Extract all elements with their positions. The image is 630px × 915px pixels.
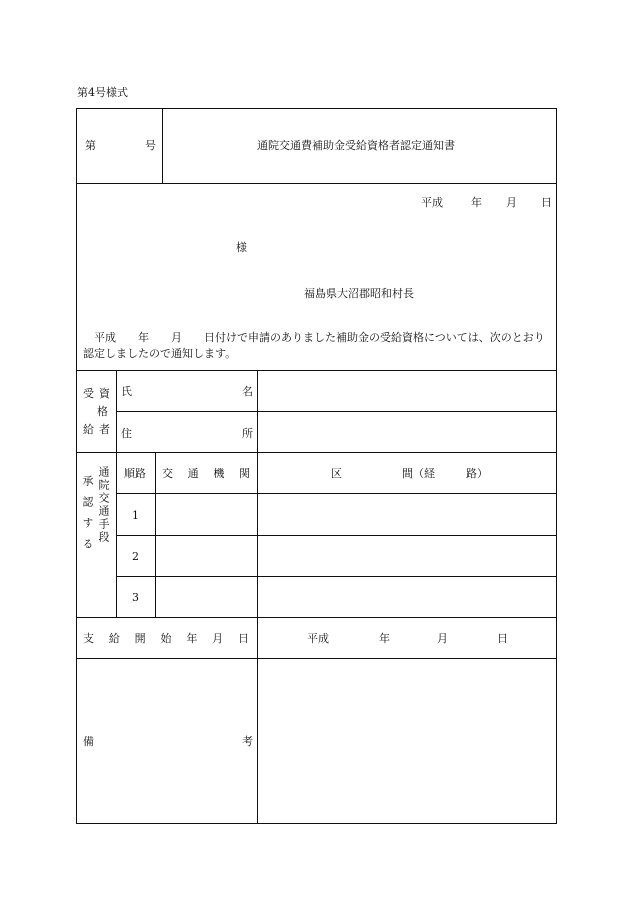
start-date-label-char: 給	[108, 632, 120, 645]
divider-recipient	[76, 452, 557, 453]
means-header-char: 関	[238, 467, 250, 480]
section-header-mid: 間（経	[402, 467, 435, 480]
issuer: 福島県大沼郡昭和村長	[304, 287, 414, 300]
remarks-label-end: 考	[242, 735, 253, 748]
start-date-label-char: 月	[212, 632, 224, 645]
divider-transport-header	[116, 493, 557, 494]
recipient-label-bottom: 給者	[83, 423, 115, 436]
divider-label-col	[116, 370, 117, 617]
divider-transport-row1	[116, 535, 557, 536]
divider-order-col	[155, 452, 156, 617]
start-date-year: 年	[379, 632, 390, 645]
route-number: 2	[132, 550, 139, 563]
remarks-label-start: 備	[83, 735, 94, 748]
transport-means-label: 通院交通手段	[97, 466, 110, 544]
start-date-day: 日	[497, 632, 508, 645]
section-header-end: 路）	[466, 467, 488, 480]
start-date-label-char: 年	[186, 632, 198, 645]
start-date-label-char: 日	[237, 632, 249, 645]
order-header: 順路	[124, 467, 146, 480]
means-header	[162, 468, 250, 479]
route-number: 1	[132, 509, 139, 522]
document-title: 通院交通費補助金受給資格者認定通知書	[257, 139, 455, 152]
date-day: 日	[541, 196, 552, 209]
divider-header-col	[162, 108, 163, 183]
number-prefix: 第	[85, 139, 96, 152]
approve-label: 承認する	[81, 475, 94, 559]
start-date-label-char: 開	[134, 632, 146, 645]
start-date-label-char: 始	[160, 632, 172, 645]
start-date-month: 月	[437, 632, 448, 645]
means-header-char: 通	[187, 467, 199, 480]
start-date-label-char: 支	[83, 632, 94, 645]
means-header-char: 交	[162, 467, 173, 480]
date-era: 平成	[421, 196, 443, 209]
start-date-label	[83, 633, 249, 644]
name-label-start: 氏	[121, 385, 132, 398]
divider-value-col	[257, 370, 258, 824]
divider-name-row	[116, 411, 557, 412]
divider-transport-row2	[116, 576, 557, 577]
divider-start-date	[76, 658, 557, 659]
addressee-suffix: 様	[236, 241, 247, 254]
section-header-start: 区	[331, 467, 342, 480]
route-number: 3	[132, 591, 139, 604]
means-header-char: 機	[213, 467, 225, 480]
date-year: 年	[471, 196, 482, 209]
date-month: 月	[506, 196, 517, 209]
address-label-start: 住	[121, 427, 132, 440]
notice-body: 平成 年 月 日付けで申請のありました補助金の受給資格については、次のとおり認定しましたので通知します。	[83, 331, 545, 360]
divider-notice	[76, 370, 557, 371]
name-label-end: 名	[242, 385, 253, 398]
number-suffix: 号	[145, 139, 156, 152]
recipient-label-top: 受資	[83, 387, 115, 400]
divider-transport	[76, 617, 557, 618]
address-label-end: 所	[242, 427, 253, 440]
recipient-label-mid: 格	[97, 405, 108, 418]
start-date-era: 平成	[307, 632, 329, 645]
notice-form	[76, 108, 557, 824]
divider-header	[76, 183, 557, 184]
form-number: 第4号様式	[77, 86, 128, 99]
